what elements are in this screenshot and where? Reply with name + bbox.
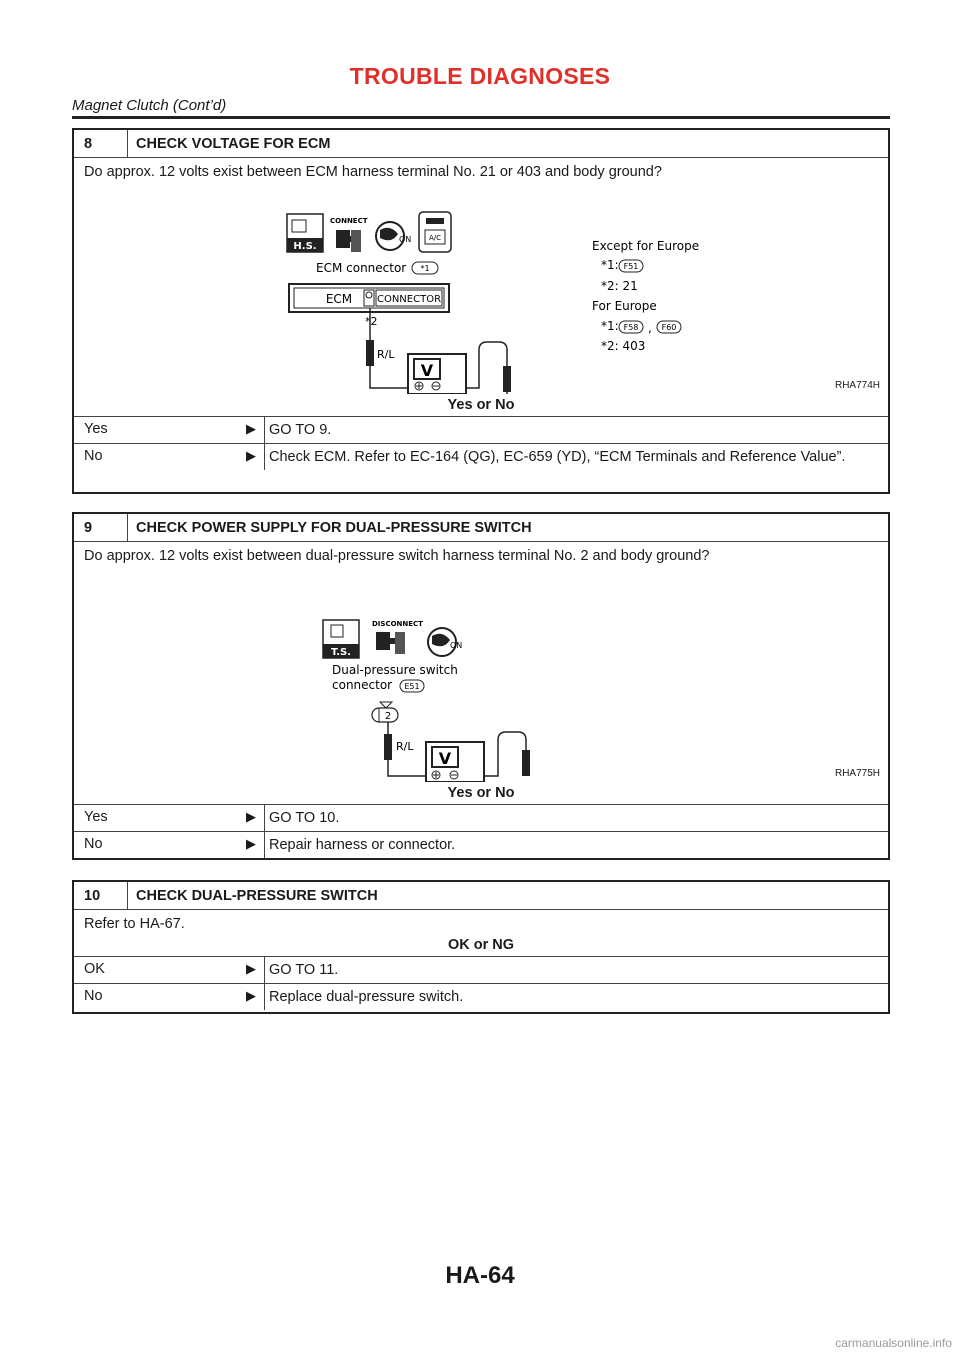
result-row	[74, 444, 888, 470]
voltmeter-icon	[426, 742, 484, 782]
result-key: No	[84, 448, 103, 464]
terminal-label: *2	[365, 315, 378, 328]
hs-badge-label: H.S.	[293, 241, 317, 252]
page-number: HA-64	[445, 1262, 515, 1289]
step-question: Do approx. 12 volts exist between ECM harness terminal No. 21 or 403 and body ground?	[84, 164, 662, 180]
step-question: Refer to HA-67.	[84, 916, 185, 932]
note-n3-label: *1:	[601, 319, 619, 333]
result-value: Replace dual-pressure switch.	[264, 984, 888, 1010]
note-except-europe: Except for Europe	[592, 239, 700, 253]
dual-pressure-diagram	[74, 564, 888, 782]
ts-badge-icon	[323, 620, 359, 658]
ac-switch-icon	[419, 212, 451, 252]
voltmeter-label: V	[420, 361, 434, 380]
arrow-right-icon: ▶	[246, 809, 256, 824]
watermark: carmanualsonline.info	[835, 1336, 952, 1350]
note-n3-comma: ,	[648, 321, 652, 335]
note-n2-label: *2: 21	[601, 279, 638, 293]
result-row	[74, 957, 888, 984]
arrow-right-icon: ▶	[246, 836, 256, 851]
result-value: GO TO 9.	[264, 417, 888, 443]
result-key: Yes	[84, 421, 108, 437]
decision-label: OK or NG	[74, 934, 888, 957]
disconnect-label: DISCONNECT	[372, 620, 423, 628]
result-value: GO TO 11.	[264, 957, 888, 983]
hs-badge-icon	[287, 214, 323, 252]
result-key: Yes	[84, 809, 108, 825]
voltmeter-label: V	[438, 749, 452, 768]
connector-label-line-1: Dual-pressure switch	[332, 663, 458, 677]
dual-pressure-connector	[372, 702, 398, 722]
ecm-connector-text: CONNECTOR	[376, 294, 442, 305]
result-row	[74, 417, 888, 444]
connect-label: CONNECT	[330, 217, 368, 225]
decision-label: Yes or No	[74, 782, 888, 805]
step-title: CHECK DUAL-PRESSURE SWITCH	[136, 887, 378, 904]
step-header	[74, 514, 888, 542]
note-n1-label: *1:	[601, 258, 619, 272]
ignition-key-icon	[428, 628, 462, 656]
page-subtitle: Magnet Clutch (Cont’d)	[72, 97, 227, 114]
step-title: CHECK POWER SUPPLY FOR DUAL-PRESSURE SWITCH	[136, 519, 532, 536]
ecm-label: ECM	[325, 292, 353, 306]
step-number: 8	[74, 130, 128, 157]
step-header	[74, 882, 888, 910]
header-divider	[72, 116, 890, 119]
note-for-europe: For Europe	[592, 299, 657, 313]
ecm-connector-box	[289, 284, 449, 312]
ecm-diagram-svg	[74, 180, 888, 394]
result-key: No	[84, 836, 103, 852]
arrow-right-icon: ▶	[246, 961, 256, 976]
key-on-label: ON	[399, 235, 412, 244]
disconnect-icon	[372, 620, 423, 654]
key-on-label: ON	[450, 641, 463, 650]
note-n3-connector-a: F58	[623, 323, 639, 332]
arrow-right-icon: ▶	[246, 988, 256, 1003]
result-value: Check ECM. Refer to EC-164 (QG), EC-659 (YD), “ECM Terminals and Reference Value”.	[264, 444, 888, 470]
terminal-label: 2	[384, 711, 392, 722]
result-key: OK	[84, 961, 105, 977]
connector-label-line-2: connector	[332, 678, 393, 692]
note-n3-connector-b: F60	[661, 323, 677, 332]
arrow-right-icon: ▶	[246, 448, 256, 463]
note-n4-label: *2: 403	[601, 339, 646, 353]
result-value: Repair harness or connector.	[264, 832, 888, 858]
result-row	[74, 832, 888, 858]
result-key: No	[84, 988, 103, 1004]
ignition-key-icon	[376, 222, 411, 250]
step-header	[74, 130, 888, 158]
figure-id: RHA775H	[834, 768, 880, 779]
step-number: 9	[74, 514, 128, 541]
ecm-voltage-diagram	[74, 180, 888, 394]
wire-color-label: R/L	[396, 740, 414, 753]
result-value: GO TO 10.	[264, 805, 888, 831]
wire-color-label: R/L	[377, 348, 395, 361]
step-8-block	[72, 128, 890, 494]
step-title: CHECK VOLTAGE FOR ECM	[136, 135, 331, 152]
figure-id: RHA774H	[834, 380, 880, 391]
voltmeter-icon	[408, 354, 466, 394]
connector-ref: E51	[404, 682, 420, 691]
dual-pressure-diagram-svg	[74, 564, 888, 782]
note-n1-connector: F51	[623, 262, 639, 271]
ecm-connector-label: ECM connector	[316, 261, 407, 275]
result-row	[74, 805, 888, 832]
arrow-right-icon: ▶	[246, 421, 256, 436]
ac-label: A/C	[428, 234, 442, 242]
step-number: 10	[74, 882, 128, 909]
result-row	[74, 984, 888, 1010]
step-question: Do approx. 12 volts exist between dual-pressure switch harness terminal No. 2 and body ground?	[84, 548, 710, 564]
decision-label: Yes or No	[74, 394, 888, 417]
diagram-notes	[592, 239, 699, 353]
step-10-block	[72, 880, 890, 1014]
ts-badge-label: T.S.	[330, 647, 352, 658]
ecm-connector-ref: *1	[420, 264, 430, 273]
page-title: TROUBLE DIAGNOSES	[349, 63, 611, 89]
connect-icon	[330, 217, 368, 252]
step-9-block	[72, 512, 890, 860]
